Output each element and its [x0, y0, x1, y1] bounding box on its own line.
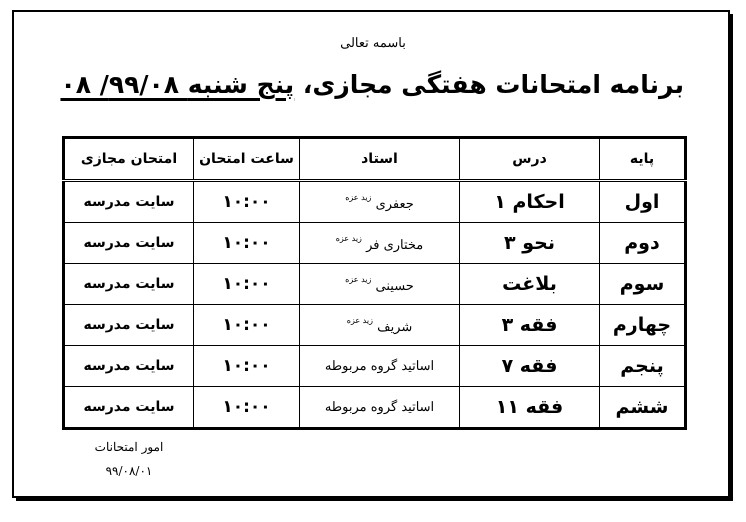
- teacher-name: شریف: [377, 319, 413, 335]
- title-main: برنامه امتحانات هفتگی مجازی،: [302, 70, 684, 99]
- page-border-shadow-right: [730, 14, 733, 501]
- title-date: ۹۹/۰۸/ ۰۸: [60, 70, 179, 99]
- cell-base: دوم: [600, 223, 686, 264]
- table-row: [64, 223, 686, 264]
- teacher-honorific: زید عزه: [335, 233, 362, 243]
- cell-lesson: بلاغت: [460, 264, 600, 305]
- table-row: [64, 346, 686, 387]
- cell-site: سایت مدرسه: [64, 223, 194, 264]
- cell-teacher: [300, 181, 460, 223]
- cell-teacher: [300, 305, 460, 346]
- page-title: [62, 70, 684, 110]
- table-row: [64, 305, 686, 346]
- table-row: [64, 387, 686, 429]
- cell-lesson: فقه ۷: [460, 346, 600, 387]
- cell-teacher: [300, 387, 460, 429]
- column-header-exam-time: ساعت امتحان: [194, 138, 300, 181]
- cell-base: ششم: [600, 387, 686, 429]
- cell-time: ۱۰:۰۰: [194, 181, 300, 223]
- teacher-name: جعفری: [375, 196, 414, 212]
- cell-site: سایت مدرسه: [64, 181, 194, 223]
- basmala-text: باسمه تعالی: [340, 36, 406, 51]
- cell-time: ۱۰:۰۰: [194, 264, 300, 305]
- cell-lesson: فقه ۳: [460, 305, 600, 346]
- page-border-shadow-bottom: [16, 498, 733, 501]
- teacher-name: اساتید گروه مربوطه: [324, 358, 435, 374]
- column-header-lesson: درس: [460, 138, 600, 181]
- cell-teacher: [300, 264, 460, 305]
- cell-lesson: نحو ۳: [460, 223, 600, 264]
- cell-site: سایت مدرسه: [64, 264, 194, 305]
- cell-site: سایت مدرسه: [64, 305, 194, 346]
- cell-time: ۱۰:۰۰: [194, 305, 300, 346]
- cell-site: سایت مدرسه: [64, 387, 194, 429]
- teacher-name: مختاری فر: [366, 237, 424, 253]
- teacher-honorific: زید عزه: [345, 192, 372, 202]
- teacher-name: اساتید گروه مربوطه: [324, 399, 435, 415]
- teacher-name: حسینی: [375, 278, 414, 294]
- footer-date: ۹۹/۰۸/۰۱: [105, 464, 153, 478]
- teacher-honorific: زید عزه: [345, 274, 372, 284]
- cell-lesson: احکام ۱: [460, 181, 600, 223]
- cell-base: اول: [600, 181, 686, 223]
- footer-unit: امور امتحانات: [94, 440, 164, 454]
- cell-teacher: [300, 346, 460, 387]
- column-header-virtual-exam: امتحان مجازی: [64, 138, 194, 181]
- title-day-date: [60, 70, 294, 99]
- cell-time: ۱۰:۰۰: [194, 223, 300, 264]
- cell-base: پنجم: [600, 346, 686, 387]
- cell-base: چهارم: [600, 305, 686, 346]
- table-row: [64, 264, 686, 305]
- column-header-base: پایه: [600, 138, 686, 181]
- column-header-teacher: استاد: [300, 138, 460, 181]
- table-row: [64, 181, 686, 223]
- exam-schedule-table: [62, 136, 687, 430]
- teacher-honorific: زید عزه: [346, 315, 373, 325]
- table-header-row: [64, 138, 686, 181]
- title-day: پنج شنبه: [187, 70, 295, 99]
- cell-lesson: فقه ۱۱: [460, 387, 600, 429]
- cell-teacher: [300, 223, 460, 264]
- cell-base: سوم: [600, 264, 686, 305]
- cell-time: ۱۰:۰۰: [194, 346, 300, 387]
- cell-time: ۱۰:۰۰: [194, 387, 300, 429]
- cell-site: سایت مدرسه: [64, 346, 194, 387]
